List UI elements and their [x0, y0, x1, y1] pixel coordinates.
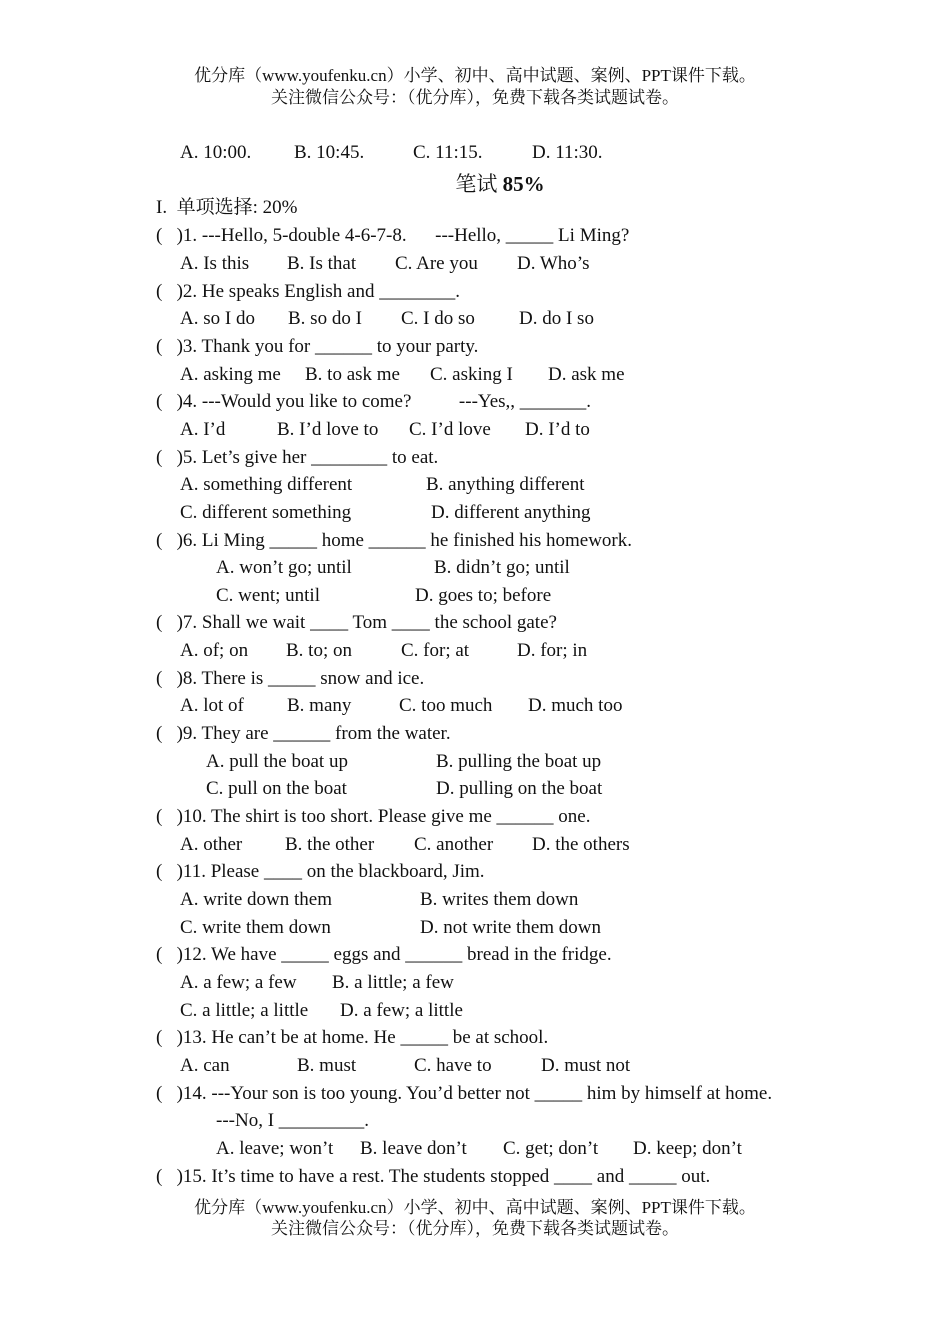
top-option-c: C. 11:15.	[413, 142, 483, 163]
option: B. Is that	[287, 253, 357, 274]
option: A. write down them	[180, 889, 332, 910]
option: A. something different	[180, 474, 353, 495]
option: D. Who’s	[517, 253, 590, 274]
option: B. anything different	[426, 474, 585, 495]
option: B. to; on	[286, 640, 352, 661]
option: A. so I do	[180, 308, 255, 329]
question-stem: ( )8. There is _____ snow and ice.	[156, 668, 425, 689]
option: C. another	[414, 834, 494, 855]
option: D. must not	[541, 1055, 631, 1076]
option: B. must	[297, 1055, 357, 1076]
section-title	[0, 168, 950, 198]
option: C. asking I	[430, 364, 513, 385]
option: C. I do so	[401, 308, 475, 329]
footer-line-2: 关注微信公众号：（优分库），免费下载各类试题试卷。	[271, 1219, 679, 1238]
option: C. I’d love	[409, 419, 491, 440]
section-title-text: 笔试	[455, 172, 503, 196]
option: A. can	[180, 1055, 230, 1076]
question-stem: ( )13. He can’t be at home. He _____ be at school.	[156, 1027, 549, 1048]
option: C. went; until	[216, 585, 320, 606]
option: B. so do I	[288, 308, 362, 329]
option: A. pull the boat up	[206, 751, 348, 772]
option: A. a few; a few	[180, 972, 297, 993]
question-stem: ( )2. He speaks English and ________.	[156, 281, 460, 302]
option: C. get; don’t	[503, 1138, 599, 1159]
option: C. different something	[180, 502, 352, 523]
option: A. won’t go; until	[216, 557, 352, 578]
option: A. asking me	[180, 364, 281, 385]
option: C. have to	[414, 1055, 492, 1076]
option: D. goes to; before	[415, 585, 552, 606]
question-stem: ( )7. Shall we wait ____ Tom ____ the school gate?	[156, 612, 557, 633]
option: A. of; on	[180, 640, 249, 661]
option: B. many	[287, 695, 352, 716]
option: D. I’d to	[525, 419, 590, 440]
option: B. to ask me	[305, 364, 400, 385]
question-stem: ( )15. It’s time to have a rest. The students stopped ____ and _____ out.	[156, 1166, 711, 1187]
question-stem: ( )5. Let’s give her ________ to eat.	[156, 447, 439, 468]
option: B. I’d love to	[277, 419, 379, 440]
option: D. keep; don’t	[633, 1138, 742, 1159]
option: C. for; at	[401, 640, 470, 661]
option: D. a few; a little	[340, 1000, 463, 1021]
option: B. the other	[285, 834, 375, 855]
option: A. I’d	[180, 419, 226, 440]
option: B. writes them down	[420, 889, 579, 910]
question-stem: ( )9. They are ______ from the water.	[156, 723, 451, 744]
question-stem: ( )4. ---Would you like to come? ---Yes,, _______.	[156, 391, 592, 412]
question-sub-answer: ---No, I _________.	[216, 1110, 370, 1131]
option: D. much too	[528, 695, 623, 716]
question-stem: ( )11. Please ____ on the blackboard, Jim.	[156, 861, 485, 882]
top-option-d: D. 11:30.	[532, 142, 603, 163]
option: C. too much	[399, 695, 493, 716]
option: D. the others	[532, 834, 630, 855]
question-stem: ( )12. We have _____ eggs and ______ bread in the fridge.	[156, 944, 612, 965]
option: B. didn’t go; until	[434, 557, 570, 578]
top-option-a: A. 10:00.	[180, 142, 252, 163]
option: C. pull on the boat	[206, 778, 347, 799]
option: D. do I so	[519, 308, 594, 329]
header-line-2: 关注微信公众号：（优分库），免费下载各类试题试卷。	[271, 88, 679, 107]
option: D. not write them down	[420, 917, 602, 938]
footer-line-1: 优分库（www.youfenku.cn）小学、初中、高中试题、案例、PPT课件下载。	[194, 1198, 756, 1217]
section-title-percent: 85%	[502, 172, 545, 196]
question-stem: ( )6. Li Ming _____ home ______ he finished his homework.	[156, 530, 633, 551]
top-option-b: B. 10:45.	[294, 142, 365, 163]
option: C. write them down	[180, 917, 331, 938]
header-line-1: 优分库（www.youfenku.cn）小学、初中、高中试题、案例、PPT课件下载。	[194, 66, 756, 85]
option: C. Are you	[395, 253, 478, 274]
option: D. different anything	[431, 502, 591, 523]
option: D. ask me	[548, 364, 625, 385]
option: B. a little; a few	[332, 972, 454, 993]
question-stem: ( )14. ---Your son is too young. You’d better not _____ him by himself at home.	[156, 1083, 773, 1104]
question-stem: ( )3. Thank you for ______ to your party.	[156, 336, 479, 357]
option: B. leave don’t	[360, 1138, 467, 1159]
option: C. a little; a little	[180, 1000, 309, 1021]
option: A. lot of	[180, 695, 244, 716]
option: A. leave; won’t	[216, 1138, 334, 1159]
option: B. pulling the boat up	[436, 751, 602, 772]
part-heading: I. 单项选择: 20%	[156, 197, 298, 218]
option: D. for; in	[517, 640, 588, 661]
option: D. pulling on the boat	[436, 778, 603, 799]
option: A. other	[180, 834, 243, 855]
question-stem: ( )10. The shirt is too short. Please give me ______ one.	[156, 806, 591, 827]
question-stem: ( )1. ---Hello, 5-double 4-6-7-8. ---Hello, _____ Li Ming?	[156, 225, 630, 246]
option: A. Is this	[180, 253, 250, 274]
